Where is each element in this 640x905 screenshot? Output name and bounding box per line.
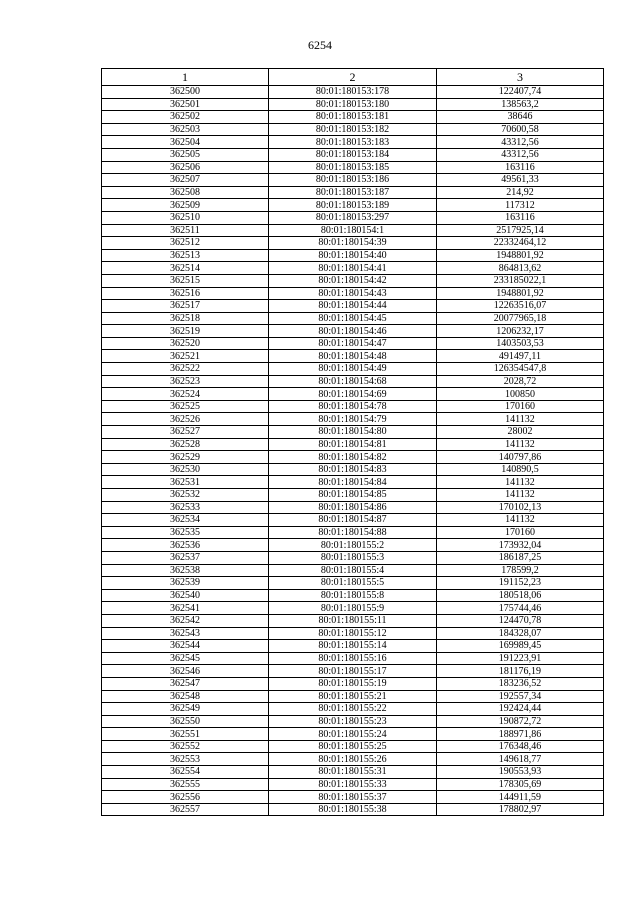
row-number-cell: 362548 — [102, 690, 269, 703]
table-row — [102, 350, 604, 363]
table-row — [102, 514, 604, 527]
row-number-cell: 362551 — [102, 728, 269, 741]
cadastral-number-cell: 80:01:180155:9 — [269, 602, 437, 615]
row-number-cell: 362549 — [102, 703, 269, 716]
table-row — [102, 677, 604, 690]
cadastral-number-cell: 80:01:180154:46 — [269, 325, 437, 338]
row-number-cell: 362546 — [102, 665, 269, 678]
value-cell: 124470,78 — [437, 614, 604, 627]
cadastral-number-cell: 80:01:180154:48 — [269, 350, 437, 363]
table-row — [102, 589, 604, 602]
value-cell: 491497,11 — [437, 350, 604, 363]
cadastral-number-cell: 80:01:180155:8 — [269, 589, 437, 602]
table-row — [102, 614, 604, 627]
value-cell: 192557,34 — [437, 690, 604, 703]
row-number-cell: 362531 — [102, 476, 269, 489]
table-row — [102, 703, 604, 716]
value-cell: 70600,58 — [437, 123, 604, 136]
value-cell: 233185022,1 — [437, 274, 604, 287]
table-row — [102, 476, 604, 489]
table-row — [102, 211, 604, 224]
cadastral-number-cell: 80:01:180154:45 — [269, 312, 437, 325]
cadastral-number-cell: 80:01:180154:78 — [269, 400, 437, 413]
value-cell: 190872,72 — [437, 715, 604, 728]
value-cell: 140890,5 — [437, 463, 604, 476]
cadastral-number-cell: 80:01:180154:42 — [269, 274, 437, 287]
cadastral-number-cell: 80:01:180155:37 — [269, 791, 437, 804]
row-number-cell: 362518 — [102, 312, 269, 325]
row-number-cell: 362554 — [102, 766, 269, 779]
table-row — [102, 728, 604, 741]
cadastral-number-cell: 80:01:180155:33 — [269, 778, 437, 791]
value-cell: 1403503,53 — [437, 337, 604, 350]
table-row — [102, 501, 604, 514]
row-number-cell: 362502 — [102, 111, 269, 124]
table-row — [102, 766, 604, 779]
cadastral-number-cell: 80:01:180154:1 — [269, 224, 437, 237]
cadastral-number-cell: 80:01:180154:41 — [269, 262, 437, 275]
row-number-cell: 362517 — [102, 300, 269, 313]
cadastral-number-cell: 80:01:180154:84 — [269, 476, 437, 489]
cadastral-number-cell: 80:01:180155:11 — [269, 614, 437, 627]
cadastral-number-cell: 80:01:180153:184 — [269, 148, 437, 161]
value-cell: 170160 — [437, 400, 604, 413]
row-number-cell: 362508 — [102, 186, 269, 199]
cadastral-number-cell: 80:01:180154:83 — [269, 463, 437, 476]
row-number-cell: 362528 — [102, 438, 269, 451]
column-header-2: 2 — [269, 69, 437, 86]
value-cell: 43312,56 — [437, 148, 604, 161]
table-row — [102, 111, 604, 124]
value-cell: 864813,62 — [437, 262, 604, 275]
cadastral-number-cell: 80:01:180154:68 — [269, 375, 437, 388]
cadastral-number-cell: 80:01:180154:87 — [269, 514, 437, 527]
table-row — [102, 249, 604, 262]
row-number-cell: 362522 — [102, 363, 269, 376]
value-cell: 1206232,17 — [437, 325, 604, 338]
row-number-cell: 362506 — [102, 161, 269, 174]
value-cell: 43312,56 — [437, 136, 604, 149]
cadastral-number-cell: 80:01:180154:69 — [269, 388, 437, 401]
cadastral-number-cell: 80:01:180154:44 — [269, 300, 437, 313]
table-row — [102, 551, 604, 564]
value-cell: 140797,86 — [437, 451, 604, 464]
row-number-cell: 362512 — [102, 237, 269, 250]
table-row — [102, 753, 604, 766]
value-cell: 22332464,12 — [437, 237, 604, 250]
cadastral-number-cell: 80:01:180154:43 — [269, 287, 437, 300]
table-row — [102, 274, 604, 287]
cadastral-number-cell: 80:01:180155:26 — [269, 753, 437, 766]
row-number-cell: 362533 — [102, 501, 269, 514]
table-row — [102, 375, 604, 388]
value-cell: 2028,72 — [437, 375, 604, 388]
row-number-cell: 362500 — [102, 86, 269, 99]
table-row — [102, 312, 604, 325]
cadastral-number-cell: 80:01:180155:21 — [269, 690, 437, 703]
row-number-cell: 362510 — [102, 211, 269, 224]
cadastral-number-cell: 80:01:180153:185 — [269, 161, 437, 174]
table-row — [102, 451, 604, 464]
cadastral-number-cell: 80:01:180155:16 — [269, 652, 437, 665]
row-number-cell: 362516 — [102, 287, 269, 300]
row-number-cell: 362557 — [102, 803, 269, 816]
cadastral-number-cell: 80:01:180155:22 — [269, 703, 437, 716]
cadastral-number-cell: 80:01:180153:178 — [269, 86, 437, 99]
value-cell: 141132 — [437, 476, 604, 489]
cadastral-number-cell: 80:01:180155:4 — [269, 564, 437, 577]
header-row — [102, 69, 604, 86]
cadastral-number-cell: 80:01:180154:80 — [269, 426, 437, 439]
value-cell: 178305,69 — [437, 778, 604, 791]
row-number-cell: 362501 — [102, 98, 269, 111]
row-number-cell: 362532 — [102, 489, 269, 502]
value-cell: 181176,19 — [437, 665, 604, 678]
table-row — [102, 791, 604, 804]
value-cell: 144911,59 — [437, 791, 604, 804]
table-row — [102, 136, 604, 149]
value-cell: 186187,25 — [437, 551, 604, 564]
value-cell: 138563,2 — [437, 98, 604, 111]
column-header-3: 3 — [437, 69, 604, 86]
cadastral-number-cell: 80:01:180154:79 — [269, 413, 437, 426]
value-cell: 214,92 — [437, 186, 604, 199]
value-cell: 163116 — [437, 211, 604, 224]
table-row — [102, 715, 604, 728]
value-cell: 188971,86 — [437, 728, 604, 741]
row-number-cell: 362526 — [102, 413, 269, 426]
table-row — [102, 539, 604, 552]
table-row — [102, 98, 604, 111]
cadastral-number-cell: 80:01:180155:31 — [269, 766, 437, 779]
row-number-cell: 362523 — [102, 375, 269, 388]
value-cell: 149618,77 — [437, 753, 604, 766]
row-number-cell: 362504 — [102, 136, 269, 149]
row-number-cell: 362550 — [102, 715, 269, 728]
row-number-cell: 362553 — [102, 753, 269, 766]
cadastral-number-cell: 80:01:180154:49 — [269, 363, 437, 376]
row-number-cell: 362503 — [102, 123, 269, 136]
cadastral-number-cell: 80:01:180155:5 — [269, 577, 437, 590]
value-cell: 141132 — [437, 489, 604, 502]
value-cell: 184328,07 — [437, 627, 604, 640]
value-cell: 12263516,07 — [437, 300, 604, 313]
cadastral-number-cell: 80:01:180155:38 — [269, 803, 437, 816]
table-row — [102, 489, 604, 502]
row-number-cell: 362529 — [102, 451, 269, 464]
value-cell: 141132 — [437, 438, 604, 451]
cadastral-number-cell: 80:01:180153:182 — [269, 123, 437, 136]
table-row — [102, 463, 604, 476]
table-row — [102, 337, 604, 350]
table-row — [102, 665, 604, 678]
cadastral-number-cell: 80:01:180155:12 — [269, 627, 437, 640]
table-row — [102, 300, 604, 313]
cadastral-number-cell: 80:01:180155:23 — [269, 715, 437, 728]
value-cell: 20077965,18 — [437, 312, 604, 325]
table-row — [102, 564, 604, 577]
table-row — [102, 148, 604, 161]
table-row — [102, 186, 604, 199]
table-body — [102, 86, 604, 816]
row-number-cell: 362542 — [102, 614, 269, 627]
value-cell: 170102,13 — [437, 501, 604, 514]
table-row — [102, 325, 604, 338]
value-cell: 175744,46 — [437, 602, 604, 615]
table-row — [102, 262, 604, 275]
table-header — [102, 69, 604, 86]
value-cell: 191152,23 — [437, 577, 604, 590]
value-cell: 122407,74 — [437, 86, 604, 99]
row-number-cell: 362505 — [102, 148, 269, 161]
cadastral-number-cell: 80:01:180155:17 — [269, 665, 437, 678]
cadastral-number-cell: 80:01:180153:180 — [269, 98, 437, 111]
row-number-cell: 362520 — [102, 337, 269, 350]
cadastral-number-cell: 80:01:180154:47 — [269, 337, 437, 350]
row-number-cell: 362513 — [102, 249, 269, 262]
row-number-cell: 362538 — [102, 564, 269, 577]
value-cell: 192424,44 — [437, 703, 604, 716]
value-cell: 178802,97 — [437, 803, 604, 816]
cadastral-number-cell: 80:01:180155:14 — [269, 640, 437, 653]
row-number-cell: 362515 — [102, 274, 269, 287]
table-row — [102, 413, 604, 426]
value-cell: 2517925,14 — [437, 224, 604, 237]
table-row — [102, 526, 604, 539]
value-cell: 38646 — [437, 111, 604, 124]
row-number-cell: 362547 — [102, 677, 269, 690]
table-row — [102, 426, 604, 439]
cadastral-number-cell: 80:01:180153:181 — [269, 111, 437, 124]
row-number-cell: 362524 — [102, 388, 269, 401]
table-row — [102, 400, 604, 413]
data-table — [101, 68, 604, 816]
row-number-cell: 362525 — [102, 400, 269, 413]
cadastral-number-cell: 80:01:180154:85 — [269, 489, 437, 502]
cadastral-number-cell: 80:01:180153:183 — [269, 136, 437, 149]
table-row — [102, 237, 604, 250]
row-number-cell: 362530 — [102, 463, 269, 476]
row-number-cell: 362555 — [102, 778, 269, 791]
value-cell: 117312 — [437, 199, 604, 212]
row-number-cell: 362511 — [102, 224, 269, 237]
cadastral-number-cell: 80:01:180155:19 — [269, 677, 437, 690]
cadastral-number-cell: 80:01:180155:25 — [269, 740, 437, 753]
row-number-cell: 362534 — [102, 514, 269, 527]
row-number-cell: 362509 — [102, 199, 269, 212]
column-header-1: 1 — [102, 69, 269, 86]
value-cell: 163116 — [437, 161, 604, 174]
table-row — [102, 174, 604, 187]
value-cell: 178599,2 — [437, 564, 604, 577]
value-cell: 191223,91 — [437, 652, 604, 665]
table-row — [102, 161, 604, 174]
cadastral-number-cell: 80:01:180154:82 — [269, 451, 437, 464]
value-cell: 1948801,92 — [437, 287, 604, 300]
value-cell: 100850 — [437, 388, 604, 401]
value-cell: 1948801,92 — [437, 249, 604, 262]
value-cell: 170160 — [437, 526, 604, 539]
cadastral-number-cell: 80:01:180153:186 — [269, 174, 437, 187]
cadastral-number-cell: 80:01:180154:81 — [269, 438, 437, 451]
table-row — [102, 438, 604, 451]
table-row — [102, 803, 604, 816]
row-number-cell: 362536 — [102, 539, 269, 552]
table-row — [102, 778, 604, 791]
value-cell: 176348,46 — [437, 740, 604, 753]
cadastral-number-cell: 80:01:180154:40 — [269, 249, 437, 262]
table-row — [102, 640, 604, 653]
value-cell: 28002 — [437, 426, 604, 439]
row-number-cell: 362552 — [102, 740, 269, 753]
row-number-cell: 362541 — [102, 602, 269, 615]
table-row — [102, 224, 604, 237]
value-cell: 173932,04 — [437, 539, 604, 552]
row-number-cell: 362537 — [102, 551, 269, 564]
row-number-cell: 362535 — [102, 526, 269, 539]
cadastral-number-cell: 80:01:180155:24 — [269, 728, 437, 741]
value-cell: 49561,33 — [437, 174, 604, 187]
value-cell: 190553,93 — [437, 766, 604, 779]
row-number-cell: 362543 — [102, 627, 269, 640]
table-row — [102, 123, 604, 136]
table-row — [102, 602, 604, 615]
value-cell: 141132 — [437, 413, 604, 426]
cadastral-number-cell: 80:01:180153:297 — [269, 211, 437, 224]
table-row — [102, 652, 604, 665]
table-row — [102, 287, 604, 300]
table-row — [102, 690, 604, 703]
table-row — [102, 627, 604, 640]
row-number-cell: 362539 — [102, 577, 269, 590]
table-row — [102, 388, 604, 401]
cadastral-number-cell: 80:01:180155:2 — [269, 539, 437, 552]
row-number-cell: 362507 — [102, 174, 269, 187]
row-number-cell: 362521 — [102, 350, 269, 363]
cadastral-number-cell: 80:01:180154:39 — [269, 237, 437, 250]
row-number-cell: 362519 — [102, 325, 269, 338]
page-number: 6254 — [308, 38, 332, 52]
cadastral-number-cell: 80:01:180153:187 — [269, 186, 437, 199]
row-number-cell: 362545 — [102, 652, 269, 665]
value-cell: 141132 — [437, 514, 604, 527]
row-number-cell: 362544 — [102, 640, 269, 653]
cadastral-number-cell: 80:01:180155:3 — [269, 551, 437, 564]
value-cell: 183236,52 — [437, 677, 604, 690]
row-number-cell: 362556 — [102, 791, 269, 804]
value-cell: 180518,06 — [437, 589, 604, 602]
table-row — [102, 363, 604, 376]
row-number-cell: 362527 — [102, 426, 269, 439]
cadastral-number-cell: 80:01:180153:189 — [269, 199, 437, 212]
table-row — [102, 577, 604, 590]
row-number-cell: 362514 — [102, 262, 269, 275]
value-cell: 126354547,8 — [437, 363, 604, 376]
value-cell: 169989,45 — [437, 640, 604, 653]
row-number-cell: 362540 — [102, 589, 269, 602]
cadastral-number-cell: 80:01:180154:88 — [269, 526, 437, 539]
table-row — [102, 199, 604, 212]
cadastral-number-cell: 80:01:180154:86 — [269, 501, 437, 514]
table-row — [102, 740, 604, 753]
table-row — [102, 86, 604, 99]
